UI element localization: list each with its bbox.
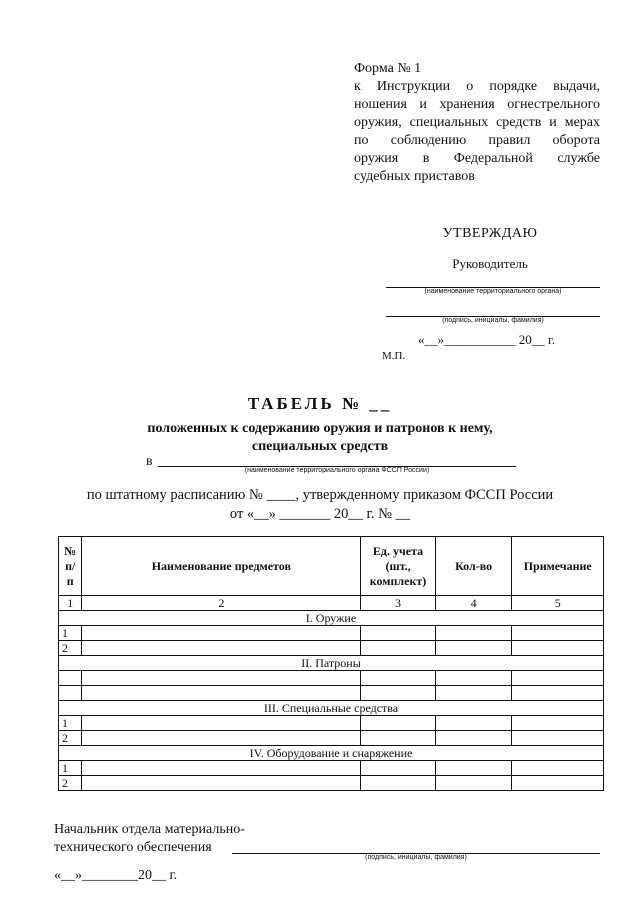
quantity-cell[interactable] (435, 641, 512, 656)
item-name-cell[interactable] (82, 626, 361, 641)
quantity-cell[interactable] (435, 716, 512, 731)
column-number-row (59, 596, 604, 611)
note-cell[interactable] (512, 761, 604, 776)
item-name-cell[interactable] (82, 716, 361, 731)
stamp-place: М.П. (382, 350, 406, 362)
section-title: I. Оружие (59, 611, 604, 626)
table-header-row (59, 537, 604, 596)
form-reference-line: по соблюдению правил оборота (354, 133, 600, 148)
row-number: 1 (59, 626, 82, 641)
form-reference-line: к Инструкции о порядке выдачи, (354, 79, 600, 94)
footer-date: «__»________20__ г. (54, 868, 178, 883)
form-reference-line: судебных приставов (354, 169, 475, 184)
row-number: 2 (59, 731, 82, 746)
section-row (59, 701, 604, 716)
column-number: 1 (59, 596, 82, 611)
header-cell: № п/п (59, 537, 82, 596)
table-row[interactable] (59, 761, 604, 776)
unit-cell[interactable] (361, 626, 436, 641)
tabel-table (58, 536, 604, 791)
footer-signature-caption: (подпись, инициалы, фамилия) (365, 854, 467, 861)
form-reference-block (354, 60, 600, 186)
note-cell[interactable] (512, 716, 604, 731)
header-cell: Кол-во (435, 537, 512, 596)
table-row[interactable] (59, 686, 604, 701)
section-row (59, 746, 604, 761)
unit-cell[interactable] (361, 641, 436, 656)
quantity-cell[interactable] (435, 731, 512, 746)
form-reference-line: ношения и хранения огнестрельного (354, 97, 600, 112)
unit-cell[interactable] (361, 731, 436, 746)
subtitle-line: положенных к содержанию оружия и патронов к нему, (147, 421, 493, 436)
column-number: 3 (361, 596, 436, 611)
org-caption: (наименование территориального органа ФССП России) (244, 467, 430, 474)
row-number (59, 686, 82, 701)
item-name-cell[interactable] (82, 776, 361, 791)
header-cell: Примечание (512, 537, 604, 596)
row-number: 1 (59, 716, 82, 731)
section-row (59, 656, 604, 671)
item-name-cell[interactable] (82, 761, 361, 776)
quantity-cell[interactable] (435, 626, 512, 641)
form-number: Форма № 1 (354, 61, 422, 76)
footer-position-line: Начальник отдела материально- (54, 822, 245, 837)
approval-title: УТВЕРЖДАЮ (442, 226, 538, 241)
schedule-line: по штатному расписанию № ____, утвержденному приказом ФССП России (86, 487, 554, 503)
order-line: от «__» _______ 20__ г. № __ (229, 506, 411, 522)
note-cell[interactable] (512, 671, 604, 686)
table-row[interactable] (59, 671, 604, 686)
signature-caption: (подпись, инициалы, фамилия) (442, 317, 544, 324)
approval-role: Руководитель (452, 256, 528, 271)
section-title: III. Специальные средства (59, 701, 604, 716)
row-number: 2 (59, 776, 82, 791)
note-cell[interactable] (512, 686, 604, 701)
note-cell[interactable] (512, 776, 604, 791)
form-reference-line: оружия в Федеральной службе (354, 151, 600, 166)
quantity-cell[interactable] (435, 686, 512, 701)
org-name-caption: (наименование территориального органа) (424, 288, 562, 295)
unit-cell[interactable] (361, 776, 436, 791)
approval-date: «__»___________ 20__ г. (418, 332, 556, 347)
quantity-cell[interactable] (435, 671, 512, 686)
column-number: 2 (82, 596, 361, 611)
form-reference-line: оружия, специальных средств и мерах (354, 115, 600, 130)
header-cell: Ед. учета (шт., комплект) (361, 537, 436, 596)
row-number: 1 (59, 761, 82, 776)
section-row (59, 611, 604, 626)
table-row[interactable] (59, 641, 604, 656)
unit-cell[interactable] (361, 686, 436, 701)
row-number: 2 (59, 641, 82, 656)
subtitle-line: специальных средств (251, 439, 389, 454)
table-row[interactable] (59, 776, 604, 791)
table-row[interactable] (59, 731, 604, 746)
column-number: 5 (512, 596, 604, 611)
row-number (59, 671, 82, 686)
section-title: II. Патроны (59, 656, 604, 671)
unit-cell[interactable] (361, 761, 436, 776)
note-cell[interactable] (512, 641, 604, 656)
item-name-cell[interactable] (82, 731, 361, 746)
item-name-cell[interactable] (82, 671, 361, 686)
table-row[interactable] (59, 626, 604, 641)
note-cell[interactable] (512, 731, 604, 746)
item-name-cell[interactable] (82, 686, 361, 701)
quantity-cell[interactable] (435, 776, 512, 791)
header-cell: Наименование предметов (82, 537, 361, 596)
in-prefix: в (146, 454, 153, 469)
document-subtitle (60, 420, 580, 456)
quantity-cell[interactable] (435, 761, 512, 776)
unit-cell[interactable] (361, 716, 436, 731)
unit-cell[interactable] (361, 671, 436, 686)
footer-position-line: технического обеспечения (54, 840, 212, 855)
section-title: IV. Оборудование и снаряжение (59, 746, 604, 761)
table-row[interactable] (59, 716, 604, 731)
note-cell[interactable] (512, 626, 604, 641)
item-name-cell[interactable] (82, 641, 361, 656)
column-number: 4 (435, 596, 512, 611)
document-title: ТАБЕЛЬ № __ (247, 394, 393, 413)
